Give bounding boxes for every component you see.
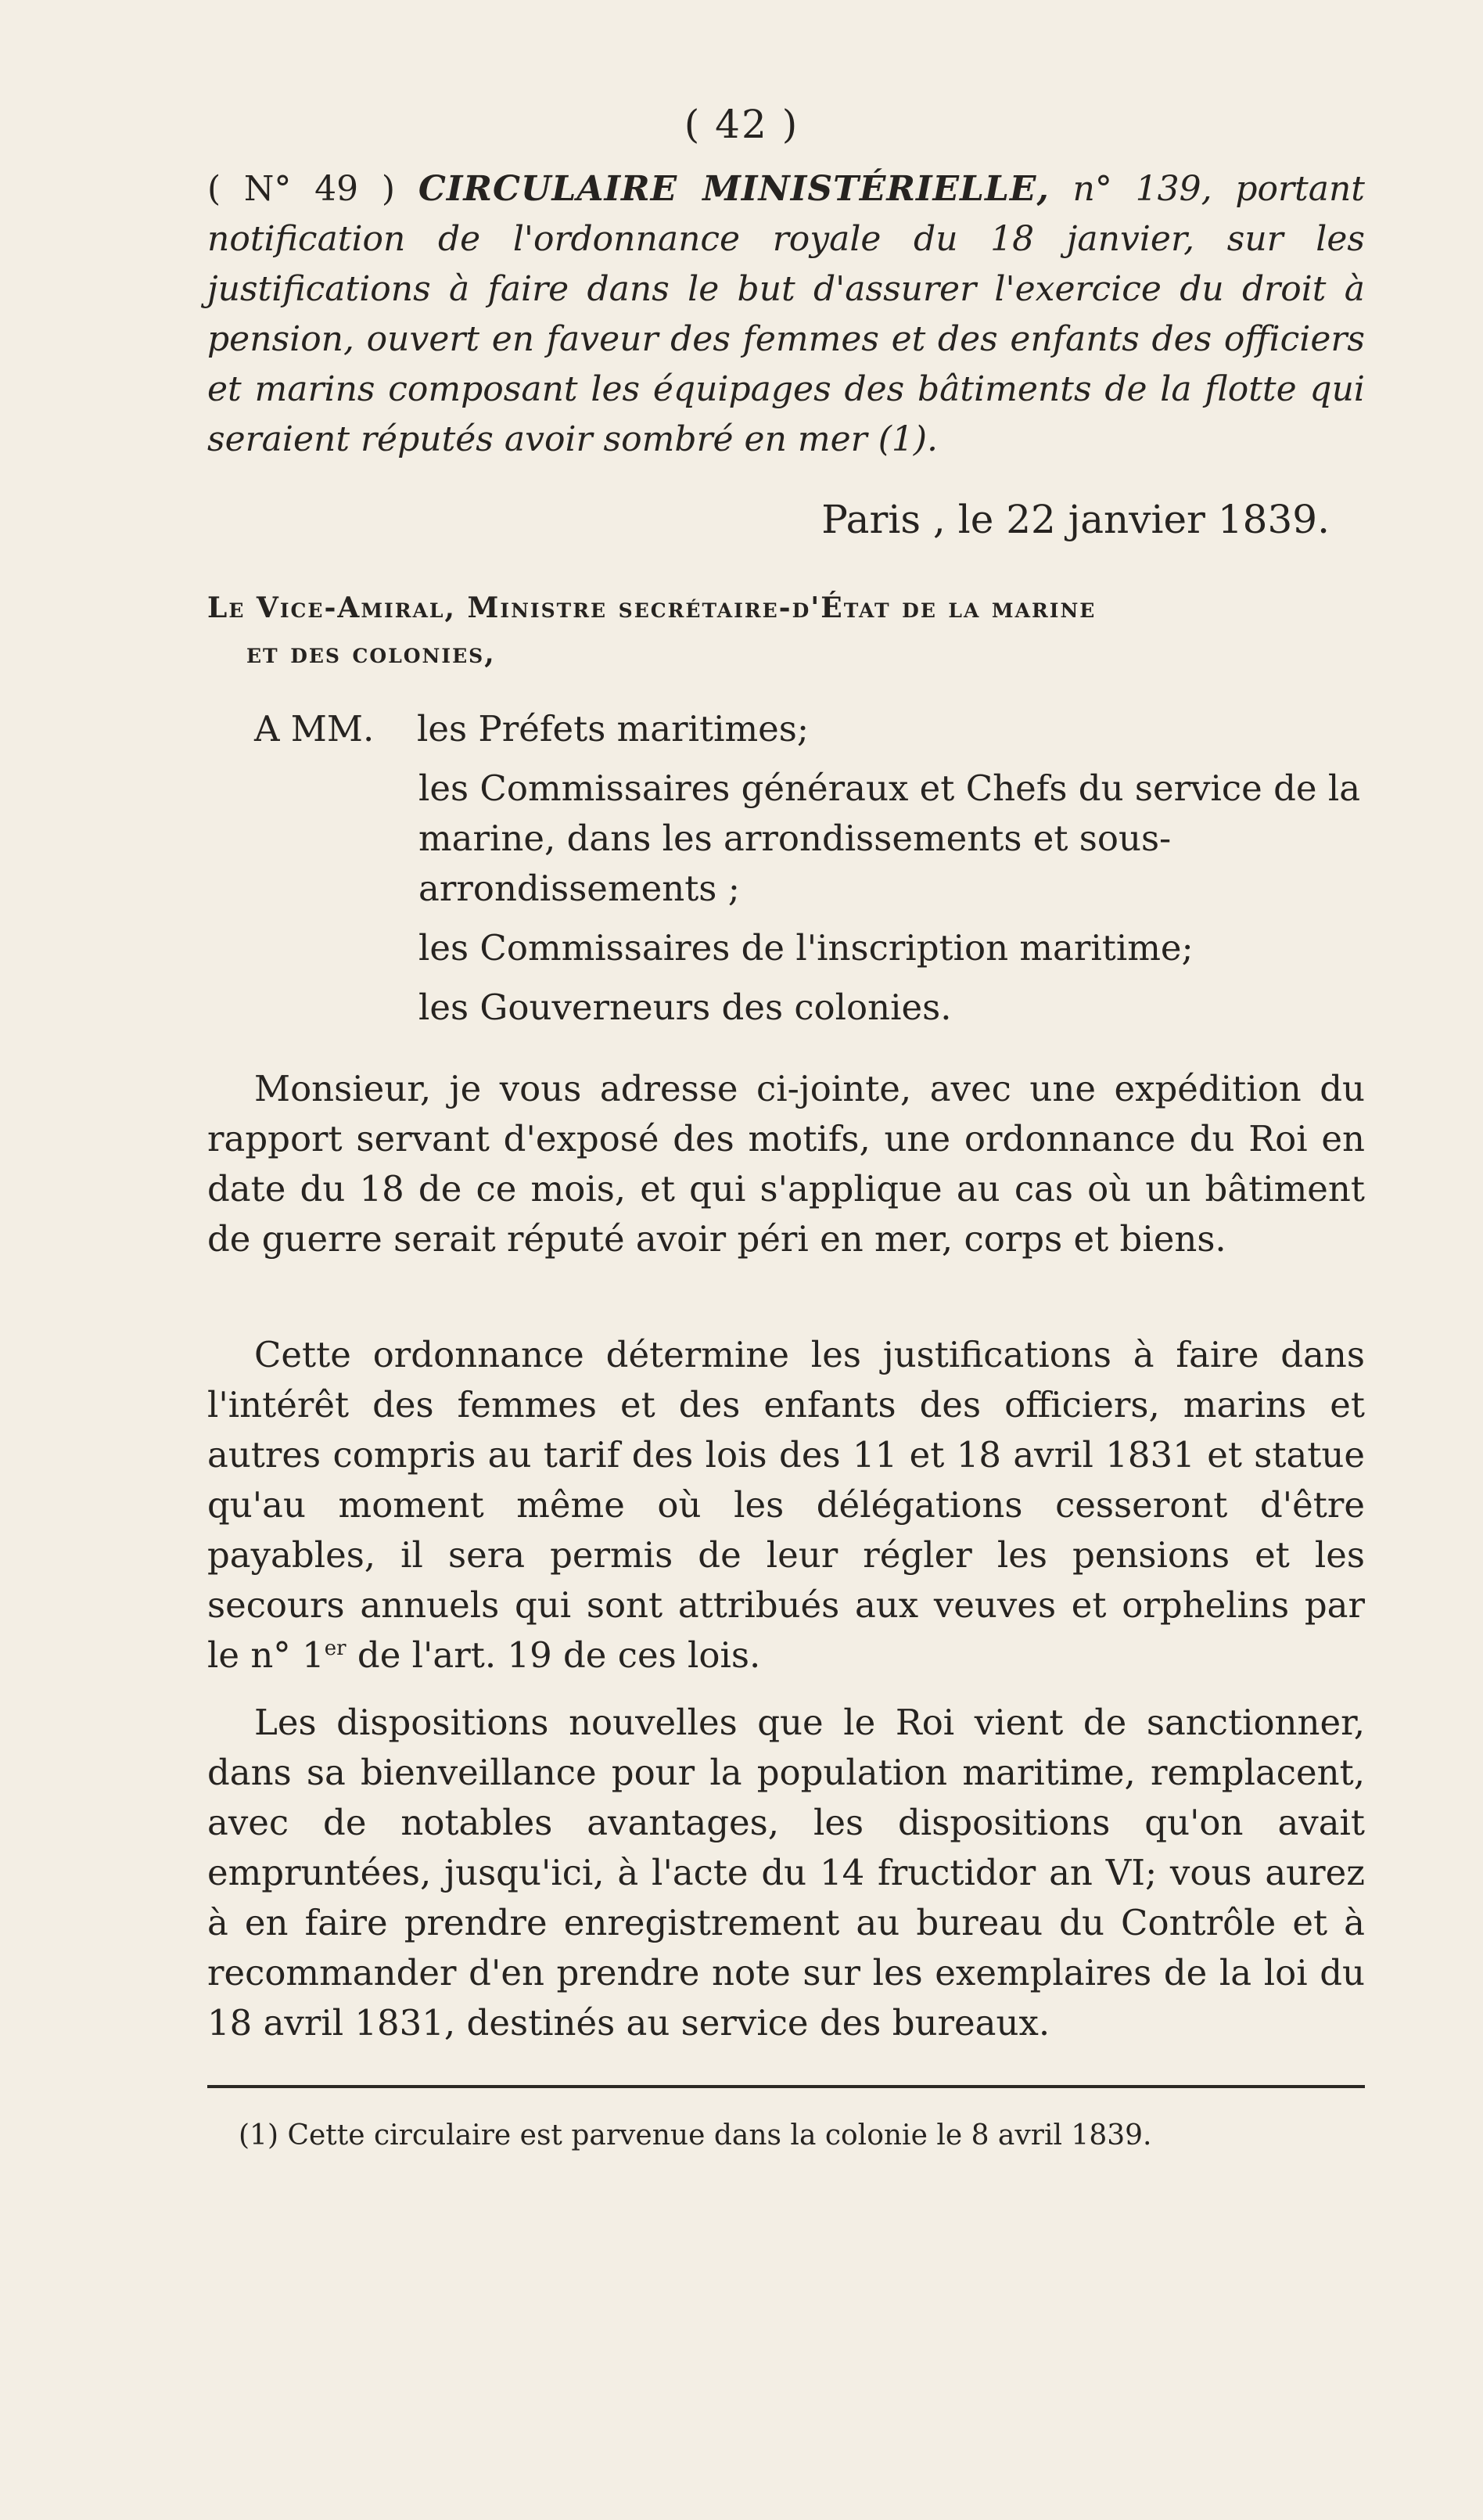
addressee-item: les Commissaires de l'inscription maritime; [418,927,1194,969]
circular-no: n° 139, [1072,169,1212,209]
paragraph: Les dispositions nouvelles que le Roi vient de sanctionner, dans sa bienveillance pour la population maritime, remplacent, avec de notables avantages, les dispositions qu'on avait empruntées, jusqu'ici, à l'acte du 14 fructidor an VI; vous aurez à en faire prendre enregistrement au bureau du Contrôle et à recommander d'en prendre note sur les exemplaires de la loi du 18 avril 1831, destinés au service des bureaux. [207,1702,1365,2044]
paragraph-text-end: de l'art. 19 de ces lois. [346,1634,761,1676]
sender-line-2: et des colonies, [246,637,496,670]
footnote: (1) Cette circulaire est parvenue dans la colonie le 8 avril 1839. [239,2119,1152,2152]
sender-title [207,585,1365,676]
footnote-rule [207,2085,1365,2088]
addressee-block [207,704,1365,1033]
paragraph: Monsieur, je vous adresse ci-jointe, avec une expédition du rapport servant d'exposé des motifs, une ordonnance du Roi en date du 18 de ce mois, et qui s'applique au cas où un bâtiment de guerre serait réputé avoir péri en mer, corps et biens. [207,1068,1365,1260]
paragraph-text: Cette ordonnance détermine les justifications à faire dans l'intérêt des femmes et des enfants des officiers, marins et autres compris au tarif des lois des 11 et 18 avril 1831 et statue qu'au moment même où les délégations cesseront d'être payables, il sera permis de leur régler les pensions et les secours annuels qui sont attribués aux veuves et orphelins par le n° [207,1334,1365,1676]
page-number: ( 42 ) [684,102,799,147]
circular-title: CIRCULAIRE MINISTÉRIELLE, [418,169,1050,209]
sender-line-1: Le Vice-Amiral, Ministre secrétaire-d'État de la marine [207,591,1097,624]
circular-subject: portant notification de l'ordonnance royale du 18 janvier, sur les justifications à faire dans le but d'assurer l'exercice du droit à pension, ouvert en faveur des femmes et des enfants des officiers et marins composant les équipages des bâtiments de la flotte qui seraient réputés avoir sombré en mer (1). [207,169,1365,459]
article-number: 1 [302,1634,325,1676]
addressee-label: A MM. [254,708,375,750]
addressee-item: les Commissaires généraux et Chefs du service de la marine, dans les arrondissements et sous-arrondissements ; [418,768,1361,909]
addressee-item: les Préfets maritimes; [417,708,810,750]
dateline: Paris , le 22 janvier 1839. [821,497,1330,542]
circular-heading [207,164,1365,465]
paragraph [207,1330,1365,1681]
addressee-item: les Gouverneurs des colonies. [418,987,952,1028]
circular-number: ( N° 49 ) [207,169,396,209]
ordinal-suffix: er [324,1637,347,1660]
